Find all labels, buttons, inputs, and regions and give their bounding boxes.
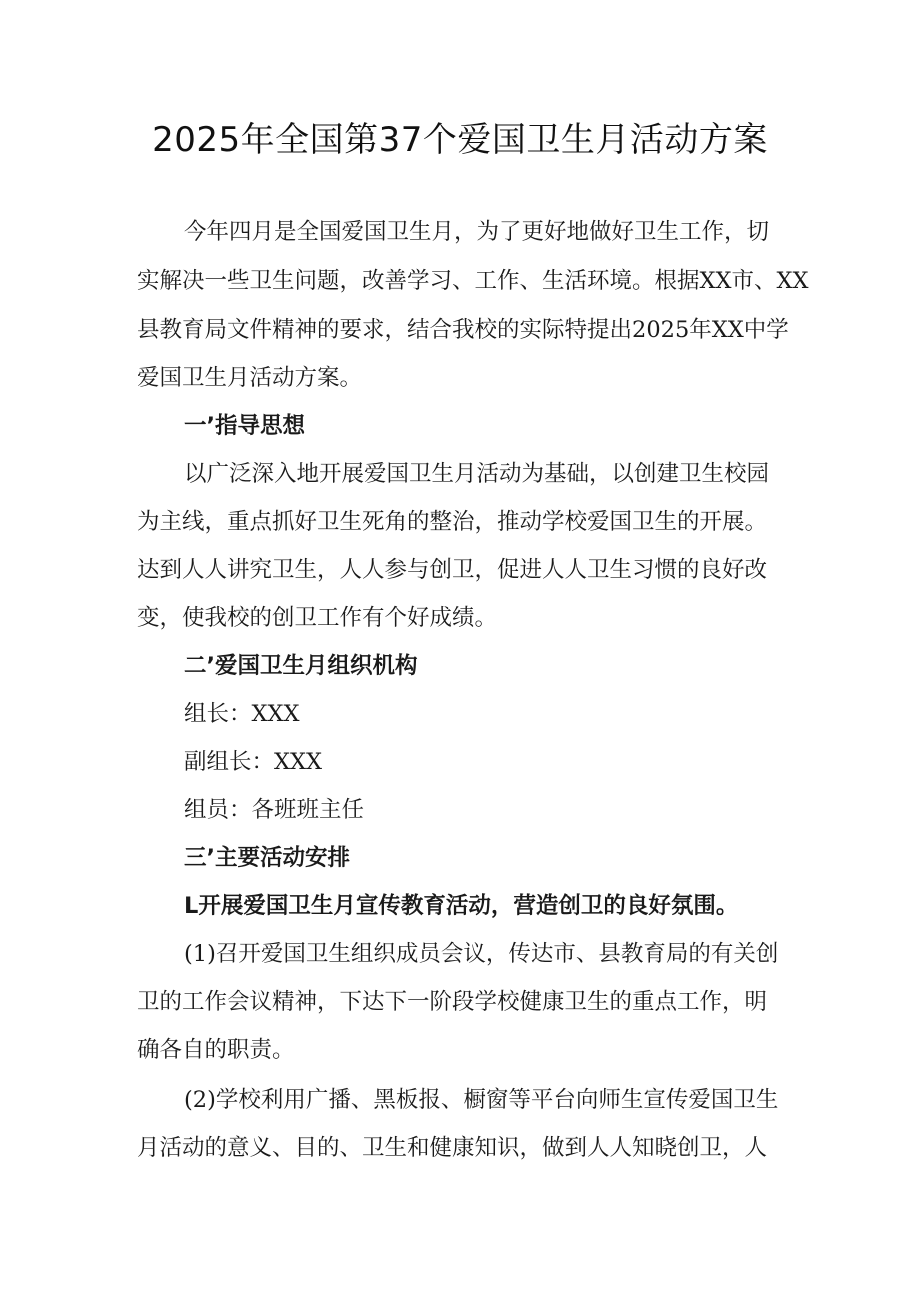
document-title: 2025年全国第37个爱国卫生月活动方案 <box>152 120 768 160</box>
sub-item-1-line-3: 确各自的职责。 <box>137 1037 295 1063</box>
section1-line-4: 变，使我校的创卫工作有个好成绩。 <box>137 605 498 631</box>
section1-line-3: 达到人人讲究卫生，人人参与创卫，促进人人卫生习惯的良好改 <box>137 557 768 583</box>
sub-item-1-line-2: 卫的工作会议精神，下达下一阶段学校健康卫生的重点工作，明 <box>137 989 768 1015</box>
leader-line: 组长：XXX <box>184 701 300 727</box>
members-line: 组员：各班班主任 <box>184 797 365 823</box>
sub-item-1-line-1: (1)召开爱国卫生组织成员会议，传达市、县教育局的有关创 <box>184 941 779 967</box>
sub-item-2-line-1: (2)学校利用广播、黑板报、橱窗等平台向师生宣传爱国卫生 <box>184 1087 779 1113</box>
intro-line-1: 今年四月是全国爱国卫生月，为了更好地做好卫生工作，切 <box>184 219 770 245</box>
sub-item-2-line-2: 月活动的意义、目的、卫生和健康知识，做到人人知晓创卫，人 <box>137 1135 768 1161</box>
section1-heading: 一’指导思想 <box>184 413 306 439</box>
section2-heading: 二’爱国卫生月组织机构 <box>184 653 418 679</box>
intro-line-4: 爱国卫生月活动方案。 <box>137 365 363 391</box>
section1-line-2: 为主线，重点抓好卫生死角的整治，推动学校爱国卫生的开展。 <box>137 509 768 535</box>
activity-1-title: L开展爱国卫生月宣传教育活动，营造创卫的良好氛围。 <box>184 893 739 919</box>
section1-line-1: 以广泛深入地开展爱国卫生月活动为基础，以创建卫生校园 <box>184 461 770 487</box>
section3-heading: 三’主要活动安排 <box>184 845 351 871</box>
intro-line-2: 实解决一些卫生问题，改善学习、工作、生活环境。根据XX市、XX <box>137 268 809 294</box>
intro-line-3: 县教育局文件精神的要求，结合我校的实际特提出2025年XX中学 <box>137 317 789 343</box>
deputy-leader-line: 副组长：XXX <box>184 749 323 775</box>
